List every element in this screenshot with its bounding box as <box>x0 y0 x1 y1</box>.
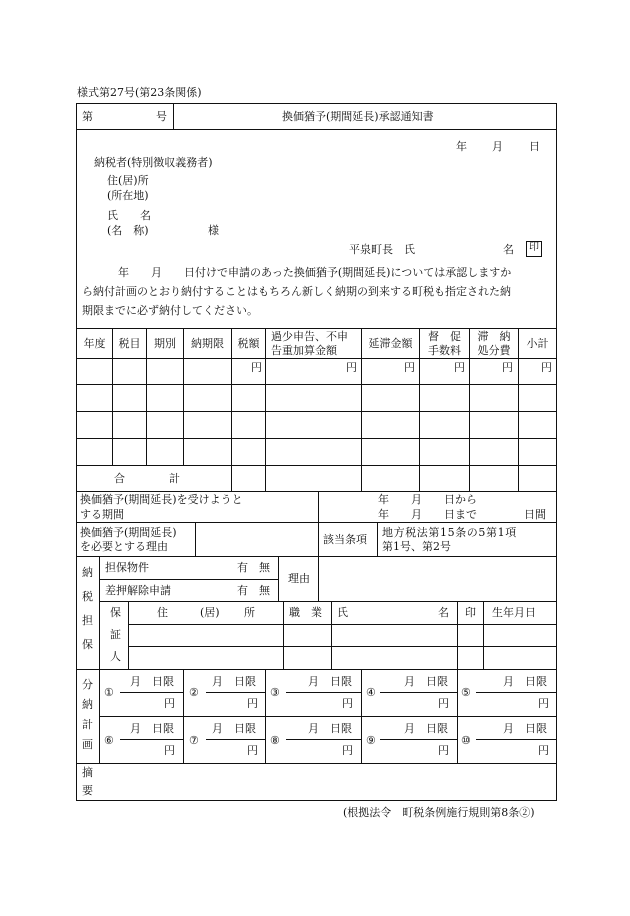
header-due-date: 納期限 <box>191 337 224 350</box>
date-month: 月 <box>492 140 503 153</box>
plan-label-2: 納 <box>82 698 93 711</box>
honorific: 様 <box>208 224 219 237</box>
guarantor-header-occupation: 職 業 <box>289 606 322 619</box>
plan-date-6: 月 日限 <box>130 722 174 735</box>
plan-unit-8: 円 <box>342 744 353 757</box>
remarks-label-1: 摘 <box>82 766 93 779</box>
form-number: 様式第27号(第23条関係) <box>77 86 202 99</box>
header-disposal-line-1: 滞 納 <box>477 330 511 343</box>
plan-date-5: 月 日限 <box>503 675 547 688</box>
plan-unit-2: 円 <box>247 697 258 710</box>
plan-date-3: 月 日限 <box>308 675 352 688</box>
plan-date-1: 月 日限 <box>130 675 174 688</box>
article-label: 該当条項 <box>323 533 367 546</box>
header-tax-amount: 税額 <box>237 337 260 350</box>
reason-label-line-1: 換価猶予(期間延長) <box>80 526 177 539</box>
location-label: (所在地) <box>107 189 149 202</box>
taxpayer-heading: 納税者(特別徴収義務者) <box>94 156 213 169</box>
total-label: 合 計 <box>114 472 180 485</box>
guarantor-header-name-2: 名 <box>438 606 449 619</box>
unit-penalty: 円 <box>346 361 357 374</box>
plan-mark-10: ⑩ <box>461 734 471 747</box>
plan-mark-3: ③ <box>270 686 280 699</box>
extension-label-line-2: する期間 <box>80 508 124 521</box>
plan-label-3: 計 <box>82 718 93 731</box>
plan-unit-3: 円 <box>342 697 353 710</box>
plan-date-2: 月 日限 <box>212 675 256 688</box>
collateral-property-value: 有 無 <box>237 561 270 574</box>
notice-line-3: 期限までに必ず納付してください。 <box>82 304 258 317</box>
header-tax-item: 税目 <box>118 337 141 350</box>
remarks-label-2: 要 <box>82 784 93 797</box>
plan-date-4: 月 日限 <box>404 675 448 688</box>
date-day: 日 <box>529 140 540 153</box>
plan-date-8: 月 日限 <box>308 722 352 735</box>
guarantor-header-address-2: (居) <box>200 606 220 619</box>
extension-to: 年 月 日まで <box>378 508 477 521</box>
plan-date-10: 月 日限 <box>503 722 547 735</box>
header-penalty-line-1: 過少申告、不申 <box>271 330 348 343</box>
guarantor-label-3: 人 <box>110 650 121 663</box>
guarantor-header-name-1: 氏 <box>337 606 348 619</box>
notice-line-2: ら納付計画のとおり納付することはもちろん新しく納期の到来する町税も指定された納 <box>82 285 511 298</box>
collateral-label-2: 税 <box>82 590 93 603</box>
extension-from: 年 月 日から <box>378 493 477 506</box>
collateral-label-3: 担 <box>82 614 93 627</box>
guarantor-header-address-1: 住 <box>157 606 168 619</box>
plan-date-7: 月 日限 <box>212 722 256 735</box>
header-period: 期別 <box>154 337 176 350</box>
issuer-label: 平泉町長 氏 <box>349 243 415 256</box>
corporate-name-label: (名 称) <box>107 224 149 237</box>
header-dunning-line-2: 手数料 <box>428 344 461 357</box>
document-title: 換価猶予(期間延長)承認通知書 <box>282 110 434 123</box>
name-label: 氏 名 <box>107 209 151 222</box>
header-dunning-line-1: 督 促 <box>428 330 461 343</box>
guarantor-header-seal: 印 <box>465 606 476 619</box>
number-label-prefix: 第 <box>82 110 93 123</box>
plan-unit-7: 円 <box>247 744 258 757</box>
notice-line-1: 年 月 日付けで申請のあった換価猶予(期間延長)については承認しますか <box>118 266 512 279</box>
plan-label-1: 分 <box>82 678 93 691</box>
header-subtotal: 小計 <box>526 337 549 350</box>
number-label-suffix: 号 <box>156 110 167 123</box>
extension-label-line-1: 換価猶予(期間延長)を受けようと <box>80 493 243 506</box>
plan-mark-2: ② <box>189 686 199 699</box>
collateral-property-label: 担保物件 <box>105 561 149 574</box>
seizure-release-value: 有 無 <box>237 584 270 597</box>
unit-disposal: 円 <box>502 361 513 374</box>
unit-tax: 円 <box>251 361 262 374</box>
plan-unit-4: 円 <box>438 697 449 710</box>
plan-label-4: 画 <box>82 738 93 751</box>
plan-mark-5: ⑤ <box>461 686 471 699</box>
unit-delinquency: 円 <box>404 361 415 374</box>
plan-unit-6: 円 <box>164 744 175 757</box>
header-fiscal-year: 年度 <box>83 337 106 350</box>
collateral-label-4: 保 <box>82 638 93 651</box>
collateral-reason-label: 理由 <box>288 572 310 585</box>
header-penalty-line-2: 告重加算金額 <box>271 344 337 357</box>
plan-mark-7: ⑦ <box>189 734 199 747</box>
collateral-label-1: 納 <box>82 566 93 579</box>
plan-unit-10: 円 <box>538 744 549 757</box>
header-disposal-line-2: 処分費 <box>477 344 511 357</box>
plan-mark-8: ⑧ <box>270 734 280 747</box>
article-line-2: 第1号、第2号 <box>382 540 451 553</box>
seizure-release-label: 差押解除申請 <box>105 584 171 597</box>
plan-mark-1: ① <box>104 686 114 699</box>
legal-basis-footer: (根拠法令 町税条例施行規則第8条②) <box>343 806 535 819</box>
guarantor-label-1: 保 <box>110 606 121 619</box>
address-label: 住(居)所 <box>107 174 149 187</box>
plan-mark-4: ④ <box>366 686 376 699</box>
guarantor-header-birthdate: 生年月日 <box>492 606 536 619</box>
unit-dunning: 円 <box>454 361 465 374</box>
plan-mark-6: ⑥ <box>104 734 114 747</box>
plan-date-9: 月 日限 <box>404 722 448 735</box>
seal-mark: 印 <box>526 241 542 257</box>
unit-subtotal: 円 <box>541 361 552 374</box>
reason-label-line-2: を必要とする理由 <box>80 540 168 553</box>
plan-unit-9: 円 <box>438 744 449 757</box>
plan-unit-5: 円 <box>538 697 549 710</box>
extension-days: 日間 <box>524 508 546 521</box>
guarantor-header-address-3: 所 <box>244 606 255 619</box>
guarantor-label-2: 証 <box>110 628 121 641</box>
article-line-1: 地方税法第15条の5第1項 <box>382 526 517 539</box>
plan-mark-9: ⑨ <box>366 734 376 747</box>
date-year: 年 <box>456 140 467 153</box>
plan-unit-1: 円 <box>164 697 175 710</box>
issuer-name-suffix: 名 <box>503 243 514 256</box>
header-delinquency: 延滞金額 <box>368 337 413 350</box>
